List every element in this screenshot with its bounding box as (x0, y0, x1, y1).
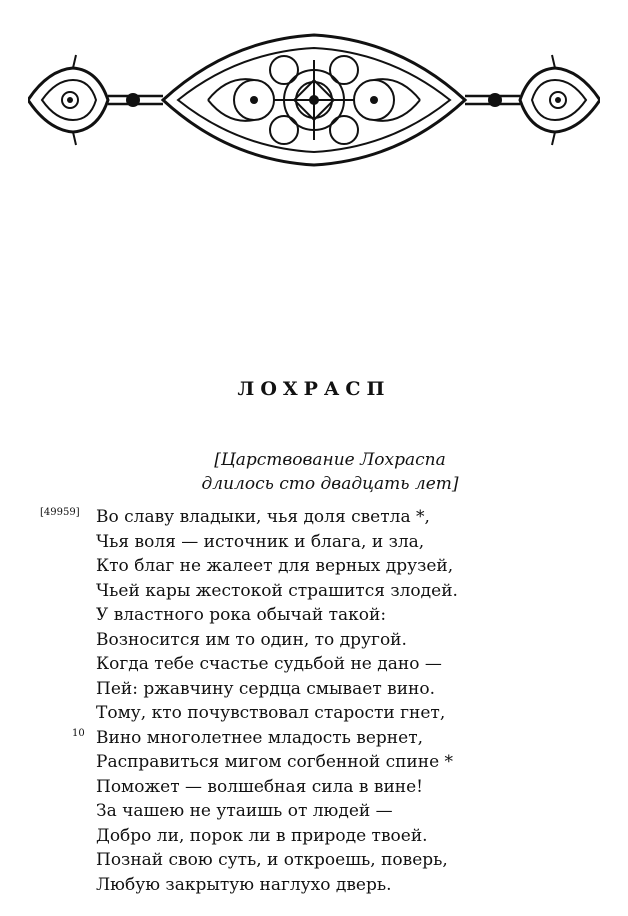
subtitle-line: [Царствование Лохраспа (214, 450, 446, 470)
verse-line: Возносится им то один, то другой. (96, 629, 407, 650)
verse-text: Вино многолетнее младость вернет, (96, 727, 424, 748)
verse-line: У властного рока обычай такой: (96, 605, 387, 625)
verse-line: За чашею не утаишь от людей — (96, 801, 393, 821)
decorative-headpiece-ornament (28, 30, 600, 170)
verse-text: Во славу владыки, чья доля светла *, (96, 507, 430, 527)
verse-line: Расправиться мигом согбенной спине * (96, 752, 454, 772)
verse-line (40, 505, 596, 530)
verse-line: Поможет — волшебная сила в вине! (96, 776, 424, 797)
verse-line: Тому, кто почувствовал старости гнет, (96, 703, 446, 723)
verse-number-marker: [49959] (40, 507, 80, 518)
chapter-title: ЛОХРАСП (237, 378, 391, 400)
verse-line (72, 726, 596, 751)
verse-line: Познай свою суть, и откроешь, поверь, (96, 850, 448, 870)
line-number-marker: 10 (72, 727, 85, 739)
subtitle-line: длилось сто двадцать лет] (201, 474, 459, 494)
verse-line: Чьей кары жестокой страшится злодей. (96, 580, 458, 601)
verse-line: Пей: ржавчину сердца смывает вино. (96, 678, 436, 699)
verse-line: Когда тебе счастье судьбой не дано — (96, 654, 442, 674)
verse-line: Кто благ не жалеет для верных друзей, (96, 556, 454, 576)
poem-body (40, 505, 596, 897)
verse-line: Любую закрытую наглухо дверь. (96, 874, 392, 895)
verse-line: Чья воля — источник и блага, и зла, (96, 531, 425, 552)
verse-line: Добро ли, порок ли в природе твоей. (96, 825, 428, 846)
chapter-subtitle (190, 448, 470, 496)
